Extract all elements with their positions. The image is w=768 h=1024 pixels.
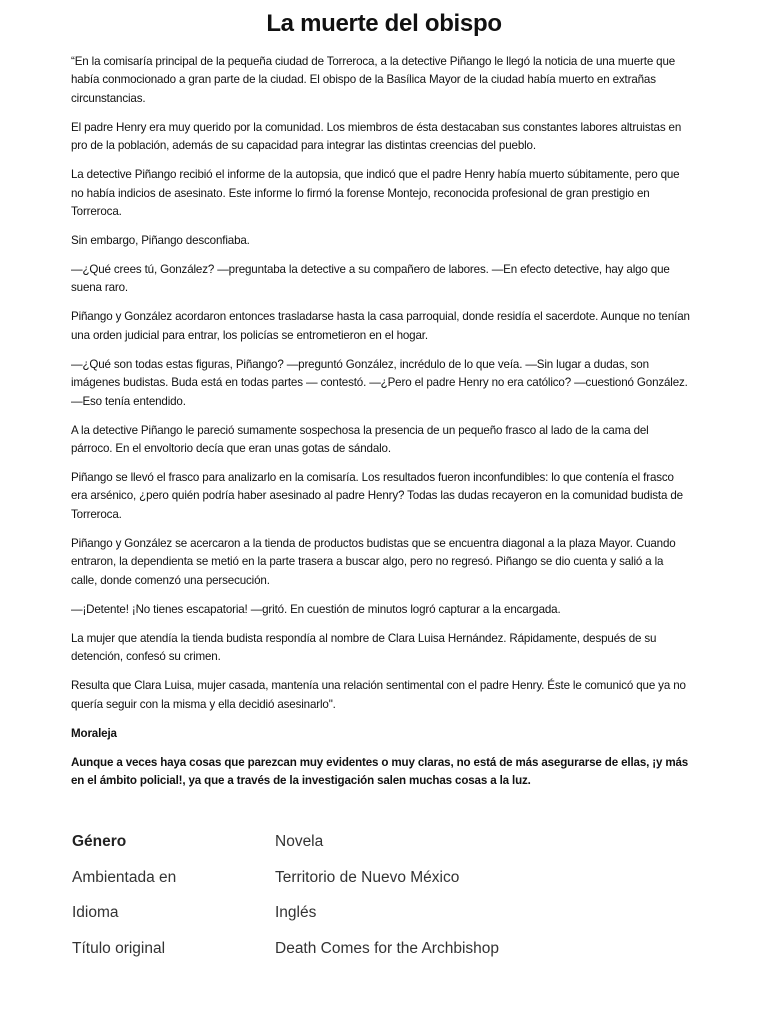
story-paragraph: —¡Detente! ¡No tienes escapatoria! —gritó. En cuestión de minutos logró capturar a la encargada. xyxy=(71,602,561,616)
info-value: Territorio de Nuevo México xyxy=(275,868,460,886)
story-paragraph: Piñango y González se acercaron a la tienda de productos budistas que se encuentra diagonal a la plaza Mayor. Cuando entraron, la dependienta se metió en la parte trasera a buscar algo, pero no regresó. Piñango se dio cuenta y salió a la calle, donde comenzó una persecución. xyxy=(71,536,676,587)
story-paragraph: —¿Qué crees tú, González? —preguntaba la detective a su compañero de labores. —En efecto detective, hay algo que suena raro. xyxy=(71,263,670,295)
story-paragraph: La detective Piñango recibió el informe de la autopsia, que indicó que el padre Henry había muerto súbitamente, pero que no había indicios de asesinato. Este informe lo firmó la forense Montejo, reconocida profesional de gran prestigio en Torreroca. xyxy=(71,168,680,219)
story-paragraph: Piñango se llevó el frasco para analizarlo en la comisaría. Los resultados fueron inconfundibles: lo que contenía el frasco era arsénico, ¿pero quién podría haber asesinado al padre Henry? Todas las dudas recayeron en la comunidad budista de Torreroca. xyxy=(71,471,683,521)
info-row-titulo-original xyxy=(72,940,672,976)
info-label: Idioma xyxy=(72,904,119,921)
info-row-genero xyxy=(72,833,672,869)
story-paragraph: Resulta que Clara Luisa, mujer casada, mantenía una relación sentimental con el padre Henry. Éste le comunicó que ya no quería seguir con la misma y ella decidió asesinarlo". xyxy=(71,679,686,711)
story-paragraph: “En la comisaría principal de la pequeña ciudad de Torreroca, a la detective Piñango le llegó la noticia de una muerte que había conmocionado a gran parte de la ciudad. El obispo de la Basílica Mayor de la ciudad había muerto en extrañas circunstancias. xyxy=(71,55,676,105)
story-body xyxy=(71,53,691,801)
story-paragraph: —¿Qué son todas estas figuras, Piñango? —preguntó González, incrédulo de lo que veía. —Sin lugar a dudas, son imágenes budistas. Buda está en todas partes — contestó. —¿Pero el padre Henry no era católico? —cuestionó González. —Eso tenía entendido. xyxy=(71,357,688,408)
info-row-idioma xyxy=(72,904,672,940)
info-row-ambientada xyxy=(72,869,672,905)
info-label: Género xyxy=(72,833,127,850)
moraleja-heading: Moraleja xyxy=(71,726,117,740)
info-value: Death Comes for the Archbishop xyxy=(275,939,500,957)
info-label: Ambientada en xyxy=(72,868,177,886)
document-title: La muerte del obispo xyxy=(266,10,502,37)
story-paragraph: El padre Henry era muy querido por la comunidad. Los miembros de ésta destacaban sus constantes labores altruistas en pro de la población, además de su capacidad para integrar las distintas creencias del pueblo. xyxy=(71,120,682,153)
story-paragraph: La mujer que atendía la tienda budista respondía al nombre de Clara Luisa Hernández. Rápidamente, después de su detención, confesó su crimen. xyxy=(71,631,657,664)
moraleja-text: Aunque a veces haya cosas que parezcan muy evidentes o muy claras, no está de más asegurarse de ellas, ¡y más en el ámbito policial!, ya que a través de la investigación salen muchas cosas a la luz. xyxy=(71,755,689,787)
info-value: Inglés xyxy=(275,904,317,921)
story-paragraph: Piñango y González acordaron entonces trasladarse hasta la casa parroquial, donde residía el sacerdote. Aunque no tenían una orden judicial para entrar, los policías se entrometieron en el hogar. xyxy=(71,310,690,342)
book-info-table xyxy=(72,833,672,975)
info-label: Título original xyxy=(72,939,166,957)
story-paragraph: Sin embargo, Piñango desconfiaba. xyxy=(71,234,250,248)
info-value: Novela xyxy=(275,833,324,850)
story-paragraph: A la detective Piñango le pareció sumamente sospechosa la presencia de un pequeño frasco al lado de la cama del párroco. En el envoltorio decía que eran unas gotas de sándalo. xyxy=(71,423,649,456)
